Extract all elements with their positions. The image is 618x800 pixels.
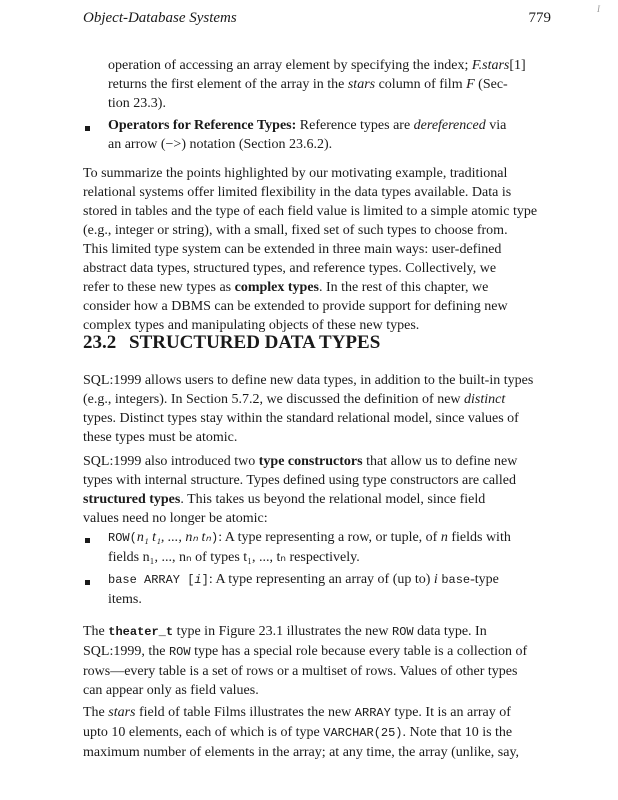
text-line: SQL:1999 allows users to define new data types, in addition to the built-in types	[83, 373, 534, 388]
text-line: (e.g., integer or string), with a small, fixed set of such types to choose from.	[83, 223, 508, 238]
text-line: base ARRAY [i]: A type representing an array of (up to) i base-type	[108, 572, 499, 587]
text-line: an arrow (−>) notation (Section 23.6.2).	[108, 137, 333, 152]
section-heading	[83, 332, 380, 354]
text-line: maximum number of elements in the array; at any time, the array (unlike, say,	[83, 745, 520, 760]
text-line: The theater_t type in Figure 23.1 illustrates the new ROW data type. In	[83, 624, 487, 639]
array-type-paragraph	[83, 703, 551, 762]
text-line: can appear only as field values.	[83, 683, 259, 698]
running-header	[83, 10, 551, 30]
text-line: types. Distinct types stay within the standard relational model, since values of	[83, 411, 519, 426]
text-line: ROW(n₁ t₁, ..., nₙ tₙ): A type representing a row, or tuple, of n fields with	[108, 530, 511, 545]
bullet-marker	[85, 126, 90, 131]
text-line: values need no longer be atomic:	[83, 511, 268, 526]
text-line: these types must be atomic.	[83, 430, 238, 445]
text-line: consider how a DBMS can be extended to provide support for defining new	[83, 299, 508, 314]
text-line: stored in tables and the type of each field value is limited to a simple atomic type	[83, 204, 538, 219]
text-line: returns the first element of the array in the stars column of film F (Sec-	[108, 77, 508, 92]
text-line: complex types and manipulating objects of these new types.	[83, 318, 420, 333]
text-line: To summarize the points highlighted by our motivating example, traditional	[83, 166, 508, 181]
text-line: types with internal structure. Types defined using type constructors are called	[83, 473, 517, 488]
text-line: SQL:1999 also introduced two type constructors that allow us to define new	[83, 454, 518, 469]
summary-paragraph	[83, 164, 551, 335]
array-access-continuation	[108, 56, 551, 113]
reference-operators-item	[108, 116, 551, 154]
header-title: Object-Database Systems	[83, 10, 237, 26]
page-number: 779	[528, 10, 551, 26]
text-line: tion 23.3).	[108, 96, 166, 111]
row-type-paragraph	[83, 622, 551, 700]
text-line: upto 10 elements, each of which is of type VARCHAR(25). Note that 10 is the	[83, 725, 513, 740]
bullet-marker	[85, 538, 90, 543]
text-line: structured types. This takes us beyond the relational model, since field	[83, 492, 486, 507]
text-line: Operators for Reference Types: Reference types are dereferenced via	[108, 118, 507, 133]
array-type-item	[108, 570, 551, 609]
text-line: The stars field of table Films illustrates the new ARRAY type. It is an array of	[83, 705, 511, 720]
text-line: rows—every table is a set of rows or a multiset of rows. Values of other types	[83, 664, 518, 679]
bullet-marker	[85, 580, 90, 585]
type-constructors-paragraph	[83, 452, 551, 528]
section-number: 23.2	[83, 332, 117, 353]
section-title: STRUCTURED DATA TYPES	[129, 332, 381, 353]
text-line: refer to these new types as complex types. In the rest of this chapter, we	[83, 280, 489, 295]
text-line: (e.g., integers). In Section 5.7.2, we discussed the definition of new distinct	[83, 392, 506, 407]
text-line: relational systems offer limited flexibility in the data types available. Data is	[83, 185, 512, 200]
text-line: SQL:1999, the ROW type has a special role because every table is a collection of	[83, 644, 528, 659]
margin-mark: I	[597, 4, 600, 14]
sql1999-intro-paragraph	[83, 371, 551, 447]
text-line: items.	[108, 592, 142, 607]
text-line: operation of accessing an array element by specifying the index; F.stars[1]	[108, 58, 526, 73]
text-line: abstract data types, structured types, and reference types. Collectively, we	[83, 261, 497, 276]
row-type-item	[108, 528, 551, 567]
text-line: fields n₁, ..., nₙ of types t₁, ..., tₙ respectively.	[108, 550, 360, 565]
text-line: This limited type system can be extended in three main ways: user-defined	[83, 242, 502, 257]
